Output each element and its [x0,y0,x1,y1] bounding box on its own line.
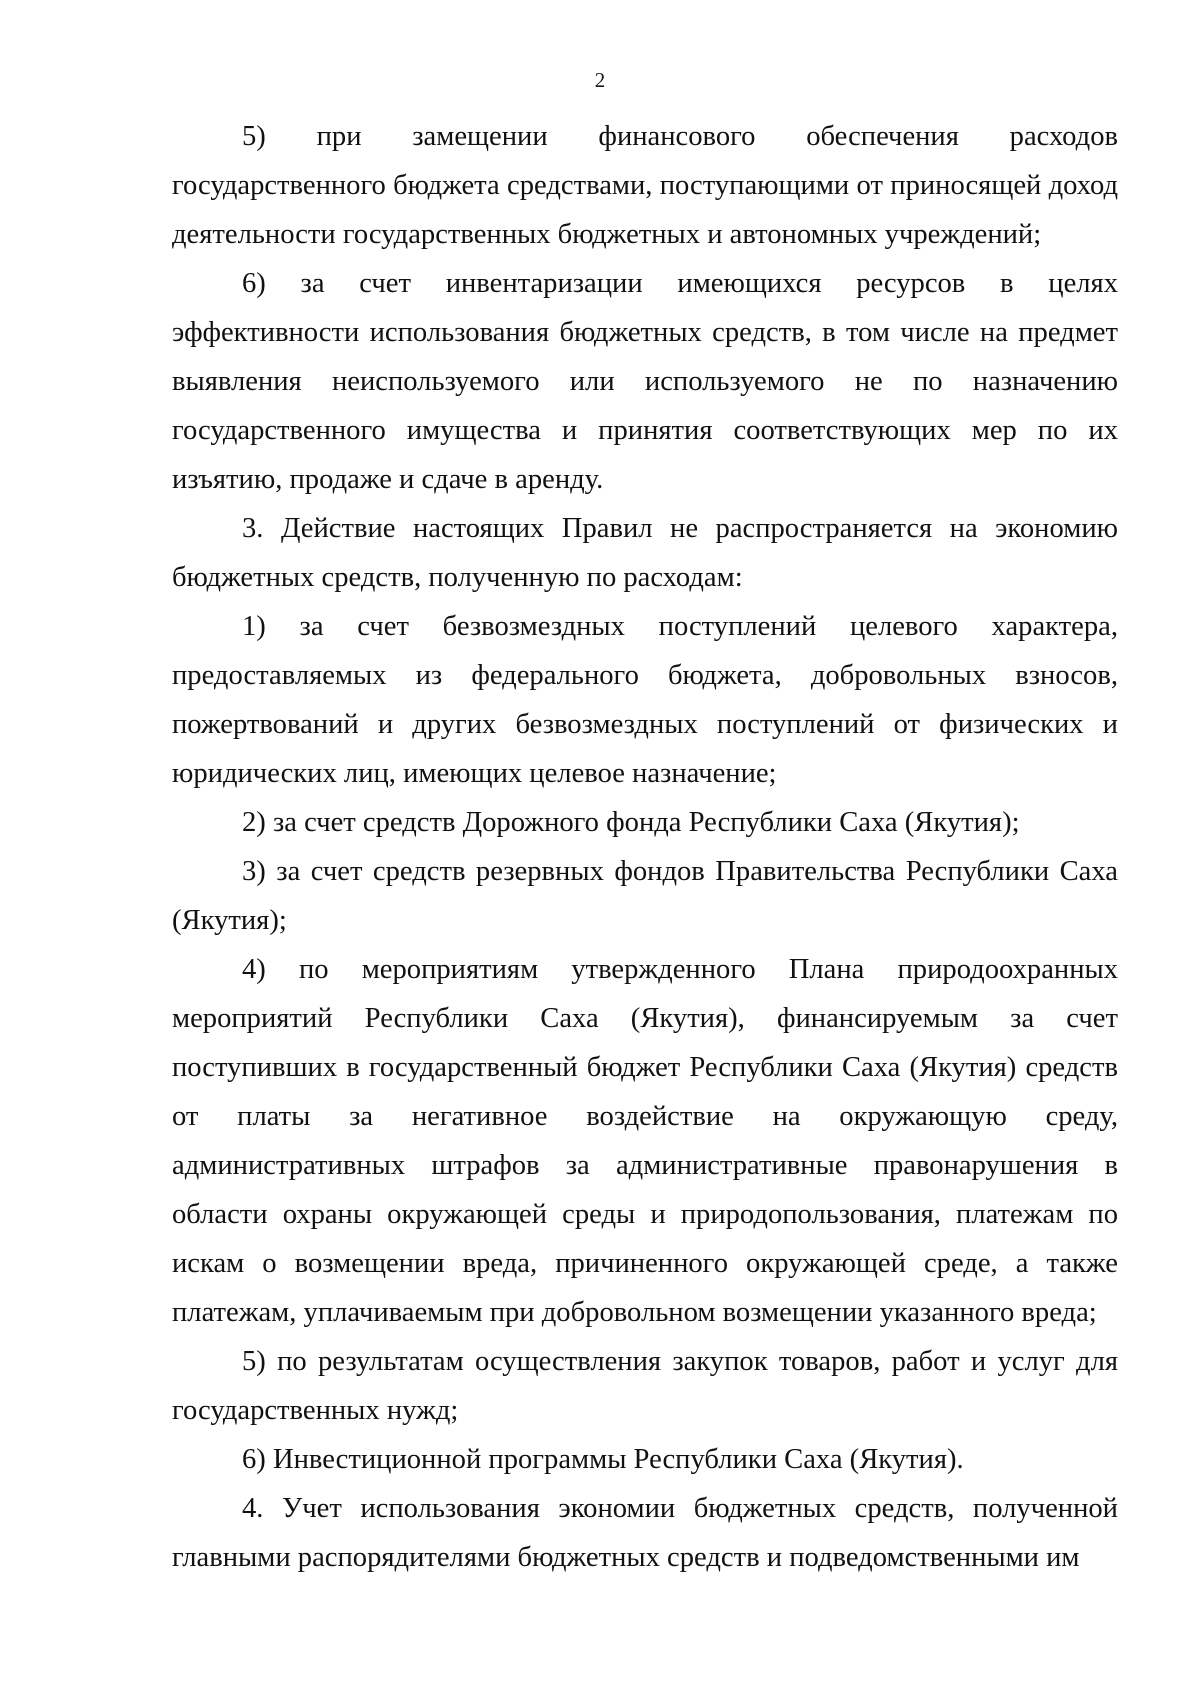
paragraph-item-6-inventory: 6) за счет инвентаризации имеющихся ресурсов в целях эффективности использования бюджетных средств, в том числе на предмет выявления неиспользуемого или используемого не по назначению государственного имущества и принятия соответствующих мер по их изъятию, продаже и сдаче в аренду. [172,268,1118,495]
page-number: 2 [594,68,606,92]
paragraph-section-3: 3. Действие настоящих Правил не распространяется на экономию бюджетных средств, полученную по расходам: [172,513,1118,593]
paragraph-item-5-replacement: 5) при замещении финансового обеспечения расходов государственного бюджета средствами, поступающими от приносящей доход деятельности государственных бюджетных и автономных учреждений; [172,121,1118,250]
paragraph-section-4: 4. Учет использования экономии бюджетных средств, полученной главными распорядителями бюджетных средств и подведомственными им [172,1493,1118,1573]
document-body [172,112,1118,1582]
paragraph-section-3-item-3: 3) за счет средств резервных фондов Правительства Республики Саха (Якутия); [172,856,1118,936]
paragraph-section-3-item-5: 5) по результатам осуществления закупок товаров, работ и услуг для государственных нужд; [172,1346,1118,1426]
paragraph-section-3-item-1: 1) за счет безвозмездных поступлений целевого характера, предоставляемых из федерального бюджета, добровольных взносов, пожертвований и других безвозмездных поступлений от физических и юридических лиц, имеющих целевое назначение; [172,611,1118,789]
paragraph-section-3-item-6: 6) Инвестиционной программы Республики Саха (Якутия). [242,1444,964,1475]
paragraph-section-3-item-2: 2) за счет средств Дорожного фонда Республики Саха (Якутия); [242,807,1020,838]
paragraph-section-3-item-4: 4) по мероприятиям утвержденного Плана природоохранных мероприятий Республики Саха (Якутия), финансируемым за счет поступивших в государственный бюджет Республики Саха (Якутия) средств от платы за негативное воздействие на окружающую среду, административных штрафов за административные правонарушения в области охраны окружающей среды и природопользования, платежам по искам о возмещении вреда, причиненного окружающей среде, а также платежам, уплачиваемым при добровольном возмещении указанного вреда; [172,954,1118,1328]
